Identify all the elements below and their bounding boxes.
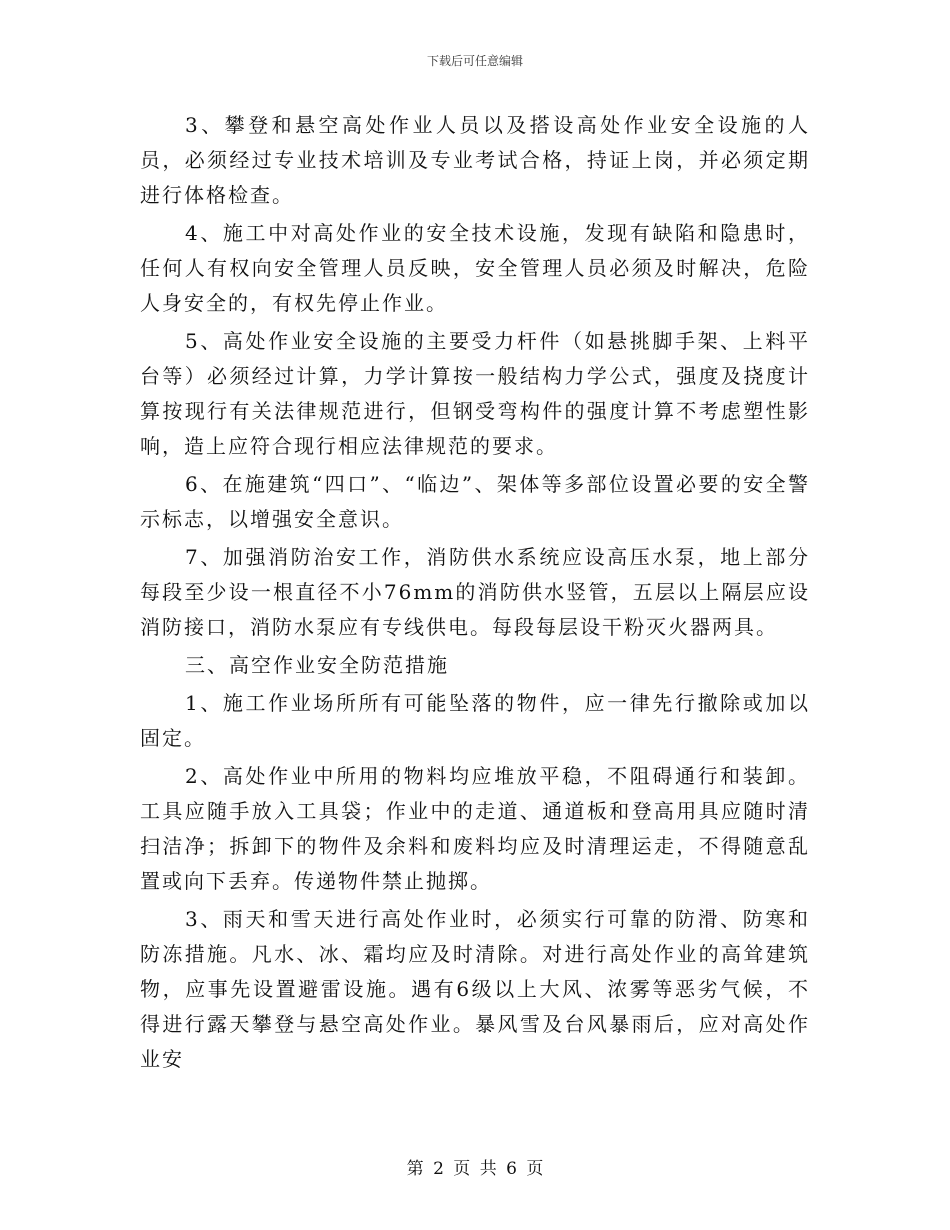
paragraph: 3、攀登和悬空高处作业人员以及搭设高处作业安全设施的人员，必须经过专业技术培训及专业考试合格，持证上岗，并必须定期进行体格检查。 bbox=[140, 113, 810, 207]
paragraph: 1、施工作业场所所有可能坠落的物件，应一律先行撤除或加以固定。 bbox=[140, 691, 810, 750]
paragraph: 7、加强消防治安工作，消防供水系统应设高压水泵，地上部分每段至少设一根直径不小76mm的消防供水竖管，五层以上隔层应设消防接口，消防水泵应有专线供电。每段每层设干粉灭火器两具。 bbox=[140, 545, 810, 639]
page-header: 下载后可任意编辑 bbox=[426, 54, 523, 68]
paragraph: 3、雨天和雪天进行高处作业时，必须实行可靠的防滑、防寒和防冻措施。凡水、冰、霜均应及时清除。对进行高处作业的高耸建筑物，应事先设置避雷设施。遇有6级以上大风、浓雾等恶劣气候，不得进行露天攀登与悬空高处作业。暴风雪及台风暴雨后，应对高处作业安 bbox=[140, 907, 810, 1071]
section-heading: 三、高空作业安全防范措施 bbox=[185, 653, 449, 677]
document-body bbox=[140, 108, 810, 1077]
paragraph: 6、在施建筑“四口”、“临边”、架体等多部位设置必要的安全警示标志，以增强安全意识。 bbox=[140, 472, 810, 531]
paragraph: 4、施工中对高处作业的安全技术设施，发现有缺陷和隐患时，任何人有权向安全管理人员反映，安全管理人员必须及时解决，危险人身安全的，有权先停止作业。 bbox=[140, 221, 810, 315]
paragraph: 2、高处作业中所用的物料均应堆放平稳，不阻碍通行和装卸。工具应随手放入工具袋；作业中的走道、通道板和登高用具应随时清扫洁净；拆卸下的物件及余料和废料均应及时清理运走，不得随意乱置或向下丢弃。传递物件禁止抛掷。 bbox=[140, 764, 810, 893]
paragraph: 5、高处作业安全设施的主要受力杆件（如悬挑脚手架、上料平台等）必须经过计算，力学计算按一般结构力学公式，强度及挠度计算按现行有关法律规范进行，但钢受弯构件的强度计算不考虑塑性影响，造上应符合现行相应法律规范的要求。 bbox=[140, 329, 810, 458]
page-number-footer: 第 2 页 共 6 页 bbox=[406, 1159, 544, 1179]
